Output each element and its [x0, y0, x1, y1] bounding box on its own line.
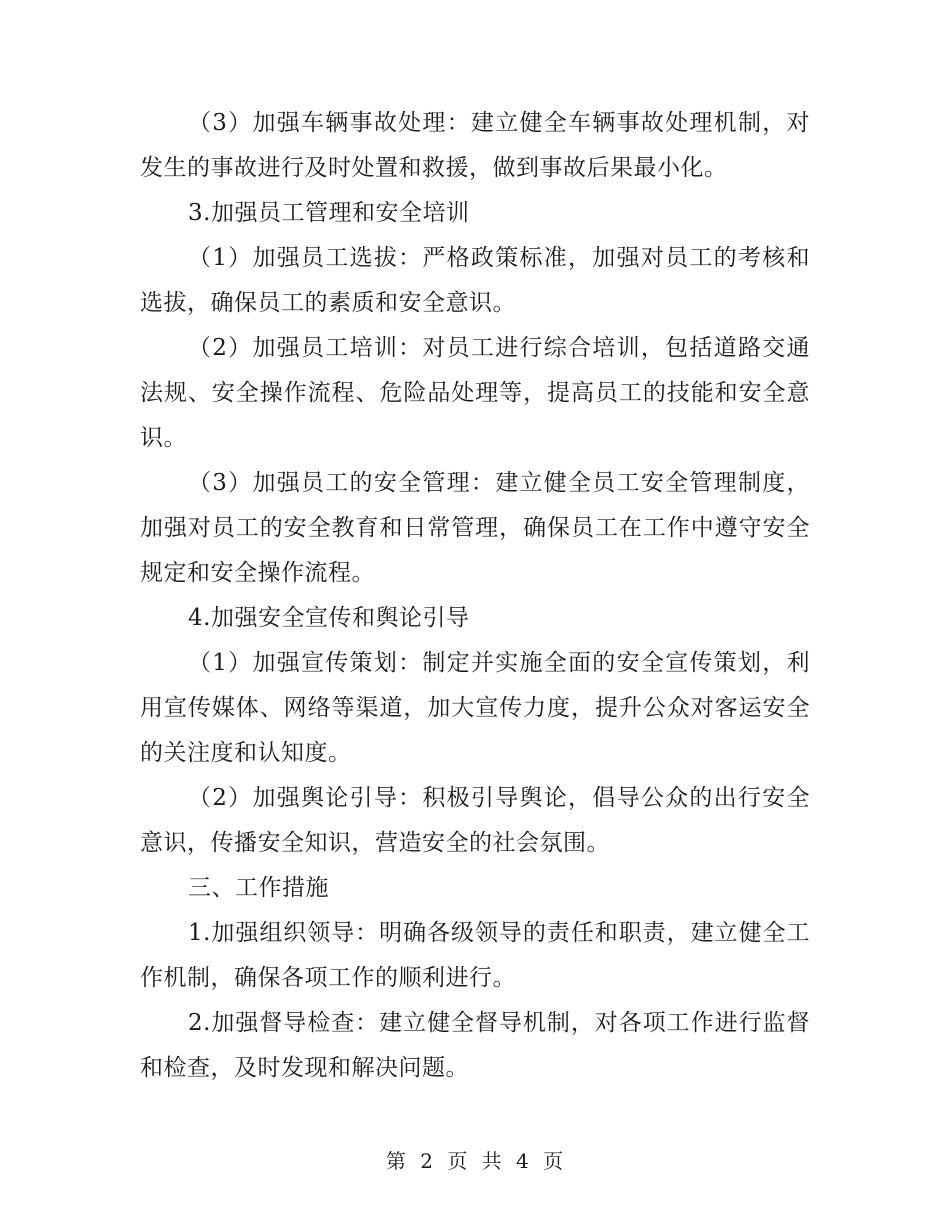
page-number-label: 第 2 页 共 4 页 [385, 1149, 565, 1173]
paragraph-staff-selection: （1）加强员工选拔：严格政策标准，加强对员工的考核和选拔，确保员工的素质和安全意识。 [140, 245, 810, 316]
document-body [140, 101, 810, 1091]
heading-safety-publicity: 4.加强安全宣传和舆论引导 [188, 605, 470, 631]
paragraph-staff-safety-management: （3）加强员工的安全管理：建立健全员工安全管理制度，加强对员工的安全教育和日常管理，确保员工在工作中遵守安全规定和安全操作流程。 [140, 470, 810, 586]
heading-staff-management-training: 3.加强员工管理和安全培训 [188, 200, 470, 226]
paragraph-public-opinion-guidance: （2）加强舆论引导：积极引导舆论，倡导公众的出行安全意识，传播安全知识，营造安全的社会氛围。 [140, 785, 810, 856]
paragraph-supervision-inspection: 2.加强督导检查：建立健全督导机制，对各项工作进行监督和检查，及时发现和解决问题。 [140, 1010, 810, 1081]
paragraph-organizational-leadership: 1.加强组织领导：明确各级领导的责任和职责，建立健全工作机制，确保各项工作的顺利进行。 [140, 920, 810, 991]
page-footer [0, 1147, 950, 1175]
heading-work-measures: 三、工作措施 [188, 875, 329, 901]
paragraph-staff-training: （2）加强员工培训：对员工进行综合培训，包括道路交通法规、安全操作流程、危险品处理等，提高员工的技能和安全意识。 [140, 335, 810, 451]
paragraph-publicity-planning: （1）加强宣传策划：制定并实施全面的安全宣传策划，利用宣传媒体、网络等渠道，加大宣传力度，提升公众对客运安全的关注度和认知度。 [140, 650, 810, 766]
paragraph-vehicle-accident-handling: （3）加强车辆事故处理：建立健全车辆事故处理机制，对发生的事故进行及时处置和救援，做到事故后果最小化。 [140, 110, 810, 181]
